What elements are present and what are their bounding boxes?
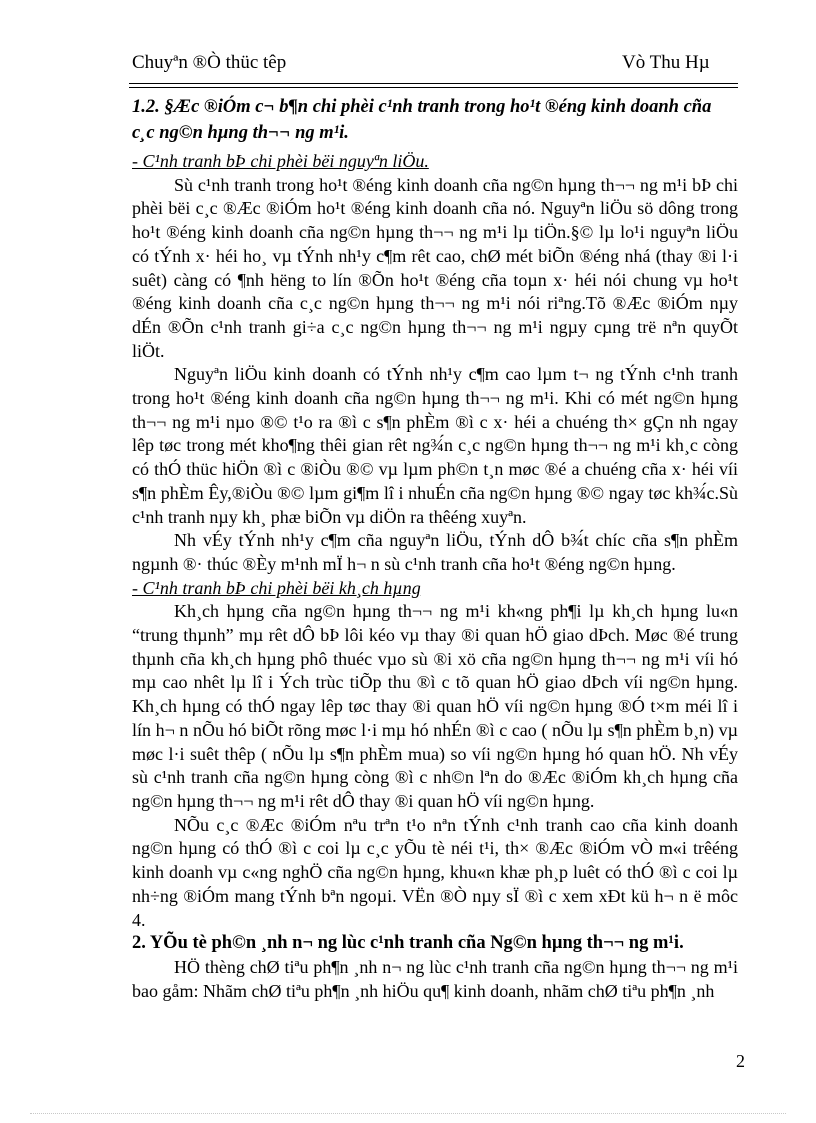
subheading-customers: - C¹nh tranh bÞ chi phèi bëi kh¸ch hµng <box>132 577 421 598</box>
paragraph-3: Nh vÉy tÝnh nh¹y c¶m cña nguyªn liÖu, tÝnh dÔ b¾́t chíc cña s¶n phÈm ngµnh ®· thúc ®Èy m¹nh mÏ h¬ n sù c¹nh tranh cña ho¹t ®éng ng©n hµng. <box>132 530 738 574</box>
paragraph-5: NÕu c¸c ®Æc ®iÓm nªu trªn t¹o nªn tÝnh c¹nh tranh cao cña kinh doanh ng©n hµng có thÓ ®ì c coi lµ c¸c yÕu tè néi t¹i, th× ®Æc ®iÓm vÒ m«i trêéng kinh doanh vµ c«ng nghÖ cña ng©n hµng, khu«n khæ ph¸p luêt có thÓ ®ì c coi lµ nh÷ng ®iÓm mang tÝnh bªn ngoµi. VËn ®Ò nµy sÏ ®ì c xem xÐt kü h¬ n ë môc 4. <box>132 814 738 930</box>
page-number: 2 <box>736 1051 745 1071</box>
section-heading-2: 2. YÕu tè ph©n ¸nh n¬ ng lùc c¹nh tranh cña Ng©n hµng th¬¬ ng m¹i. <box>132 933 684 954</box>
paragraph-2: Nguyªn liÖu kinh doanh có tÝnh nh¹y c¶m cao lµm t¬ ng tÝnh c¹nh tranh trong ho¹t ®éng kinh doanh cña ng©n hµng th¬¬ ng m¹i. Khi có mét ng©n hµng th¬¬ ng m¹i nµo ®© t¹o ra ®ì c s¶n phÈm ®ì c x· héi a chuéng th× gÇn nh ngay lêp tøc trong mét kho¶ng thêi gian rêt ng¾́n c¸c ng©n hµng th¬¬ ng m¹i kh¸c còng có thÓ thüc hiÖn ®ì c ®iÒu ®© vµ lµm ph©n t¸n møc ®é a chuéng cña x· héi víi s¶n phÈm Êy,®iÒu ®© lµm gi¶m lî i nhuÉn cña ng©n hµng ®© ngay tøc kh¾́c.Sù c¹nh tranh nµy kh¸ phæ biÕn vµ diÖn ra thêéng xuyªn. <box>132 364 738 527</box>
subheading-raw-materials: - C¹nh tranh bÞ chi phèi bëi nguyªn liÖu. <box>132 151 429 171</box>
footer-dotted-line <box>30 1113 786 1114</box>
header-title: Chuyªn ®Ò thüc têp <box>132 52 287 73</box>
paragraph-1: Sù c¹nh tranh trong ho¹t ®éng kinh doanh cña ng©n hµng th¬¬ ng m¹i bÞ chi phèi bëi c¸c ®Æc ®iÓm ho¹t ®éng kinh doanh cña nó. Nguyªn liÖu sö dông trong ho¹t ®éng kinh doanh cña ng©n hµng th¬¬ ng m¹i lµ tiÖn.§© lµ lo¹i nguyªn liÖu có tÝnh x· héi ho¸ vµ tÝnh nh¹y c¶m rêt cao, chØ mét biÕn ®éng nhá (thay ®i l·i suêt) càng có ¶nh hëng to lín ®Õn ho¹t ®éng cña toµn x· héi nói chung vµ ho¹t ®éng kinh doanh cña c¸c ng©n hµng th¬¬ ng m¹i nói riªng.Tõ ®Æc ®iÓm nµy dÉn ®Õn c¹nh tranh gi÷a c¸c ng©n hµng th¬¬ ng m¹i ngµy cµng trë nªn quyÕt liÖt. <box>132 174 738 361</box>
page-body <box>132 94 738 1003</box>
header-author: Vò Thu Hµ <box>622 52 710 73</box>
section-heading: 1.2. §Æc ®iÓm c¬ b¶n chi phèi c¹nh tranh trong ho¹t ®éng kinh doanh cña c¸c ng©n hµng th¬¬ ng m¹i. <box>132 97 712 143</box>
header-rule-bottom <box>129 87 738 88</box>
paragraph-6: HÖ thèng chØ tiªu ph¶n ¸nh n¬ ng lùc c¹nh tranh cña ng©n hµng th¬¬ ng m¹i bao gåm: Nhãm chØ tiªu ph¶n ¸nh hiÖu qu¶ kinh doanh, nhãm chØ tiªu ph¶n ¸nh <box>132 956 738 1001</box>
header-rule-top <box>129 83 738 84</box>
paragraph-4: Kh¸ch hµng cña ng©n hµng th¬¬ ng m¹i kh«ng ph¶i lµ kh¸ch hµng lu«n “trung thµnh” mµ rêt dÔ bÞ lôi kéo vµ thay ®i quan hÖ giao dÞch. Møc ®é trung thµnh cña kh¸ch hµng phô thuéc vµo sù ®i xö cña ng©n hµng th¬¬ ng m¹i víi hó mµ cao nhêt lµ lî i Ých trùc tiÕp thu ®ì c tõ quan hÖ giao dÞch víi ng©n hµng. Kh¸ch hµng có thÓ ngay lêp tøc thay ®i quan hÖ víi ng©n hµng ®Ó t×m méi lî i lín h¬ n nÕu hó biÕt rõng møc l·i mµ hó nhÉn ®ì c cao ( nÕu lµ s¶n phÈm b¸n) vµ møc l·i suêt thêp ( nÕu lµ s¶n phÈm mua) so víi ng©n hµng hó quan hÖ. Nh vÉy sù c¹nh tranh cña ng©n hµng còng ®ì c nh©n lªn do ®Æc ®iÓm kh¸ch hµng cña ng©n hµng th¬¬ ng m¹i rêt dÔ thay ®i quan hÖ víi ng©n hµng. <box>132 601 738 811</box>
